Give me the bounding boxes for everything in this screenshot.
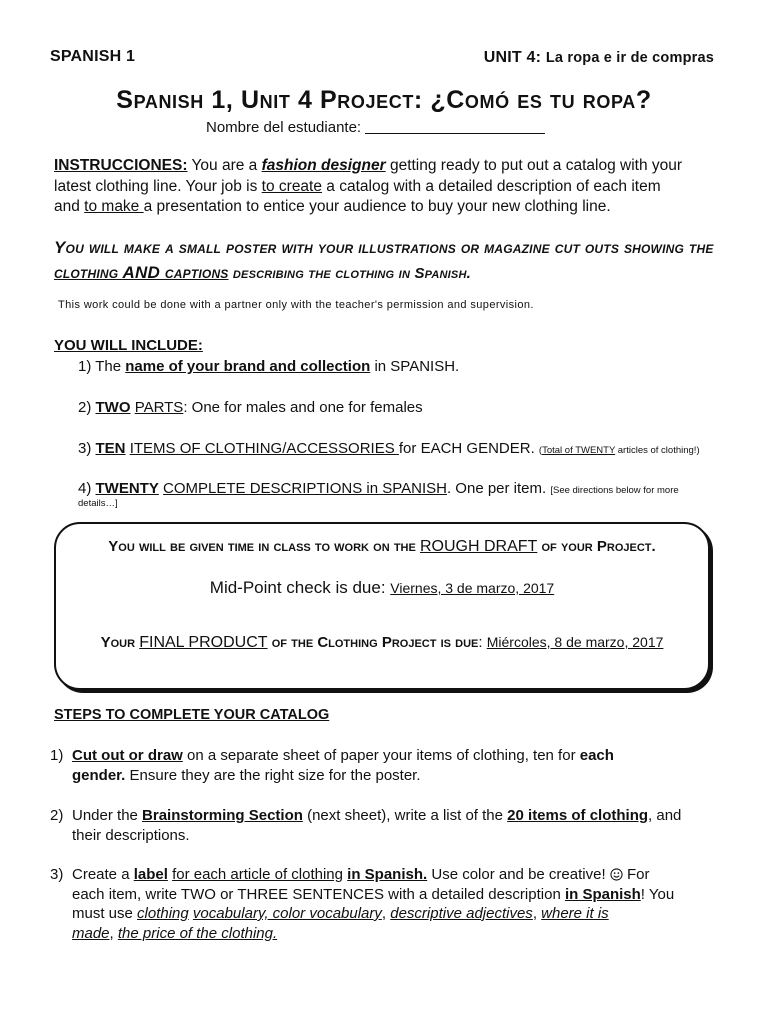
step-text: Create a bbox=[72, 866, 134, 883]
poster-line-2: describing the clothing in Spanish. bbox=[228, 265, 471, 282]
item-text: for EACH GENDER. bbox=[398, 440, 539, 457]
include-item-1 bbox=[78, 358, 459, 375]
include-item-3 bbox=[78, 440, 700, 457]
step-text: Ensure they are the right size for the poster. bbox=[125, 766, 421, 784]
item-note-text: articles of clothing!) bbox=[615, 445, 700, 456]
item-text: : One for males and one for females bbox=[183, 399, 423, 416]
item-note-underline: Total of TWENTY bbox=[542, 445, 616, 456]
step-1 bbox=[50, 746, 720, 785]
step-bold: in Spanish bbox=[564, 885, 641, 903]
item-underline: ITEMS OF CLOTHING/ACCESSORIES bbox=[129, 440, 399, 457]
student-name-field bbox=[206, 119, 545, 136]
box-text: Your bbox=[100, 634, 140, 651]
step-text: each item, write TWO or THREE SENTENCES with a detailed description bbox=[72, 885, 565, 903]
item-underline: COMPLETE DESCRIPTIONS in SPANISH bbox=[163, 480, 447, 497]
final-date: Miércoles, 8 de marzo, 2017 bbox=[486, 634, 664, 650]
item-underline: PARTS bbox=[134, 399, 184, 416]
step-bold: in Spanish. bbox=[347, 866, 428, 883]
step-text: , bbox=[532, 905, 542, 922]
include-item-2 bbox=[78, 399, 423, 416]
step-bold: Brainstorming Section bbox=[142, 807, 303, 824]
step-text: (next sheet), write a list of the bbox=[302, 807, 508, 824]
step-italic: clothing bbox=[137, 905, 189, 922]
deadlines-box bbox=[54, 522, 710, 690]
box-text: You will be given time in class to work on the bbox=[108, 538, 420, 555]
item-note-text: ( bbox=[538, 445, 543, 456]
poster-caption-text: clothing AND captions bbox=[54, 263, 229, 282]
instructions-label: INSTRUCCIONES: bbox=[54, 157, 188, 174]
unit-label bbox=[484, 49, 714, 67]
unit-prefix: UNIT 4: bbox=[483, 49, 546, 66]
step-underline: for each article of clothing bbox=[172, 866, 343, 883]
item-bold: TEN bbox=[95, 440, 126, 457]
step-italic: where it is bbox=[541, 905, 609, 922]
midpoint-label: Mid-Point check is due bbox=[209, 578, 381, 597]
item-text: 2) bbox=[78, 399, 96, 416]
step-bold: label bbox=[133, 866, 168, 883]
include-heading: YOU WILL INCLUDE: bbox=[54, 337, 203, 354]
step-text: Under the bbox=[72, 807, 143, 824]
steps-heading: STEPS TO COMPLETE YOUR CATALOG bbox=[54, 707, 330, 723]
box-text: : bbox=[478, 634, 487, 651]
step-number: 2) bbox=[50, 807, 64, 824]
box-text: : bbox=[380, 578, 391, 597]
midpoint-date: Viernes, 3 de marzo, 2017 bbox=[390, 580, 555, 596]
instructions-text: You are a bbox=[187, 157, 262, 174]
step-text: , and bbox=[648, 807, 682, 824]
item-note-continued: details…] bbox=[78, 498, 118, 509]
instructions-text: a catalog with a detailed description of each item bbox=[321, 177, 661, 195]
item-text: 4) bbox=[78, 480, 96, 497]
item-bold: TWENTY bbox=[95, 480, 159, 497]
include-item-4 bbox=[78, 480, 679, 497]
step-text: For bbox=[622, 866, 650, 883]
step-bold: 20 items of clothing bbox=[507, 807, 649, 824]
item-bold: name of your brand and collection bbox=[125, 358, 371, 375]
unit-topic: La ropa e ir de compras bbox=[545, 50, 714, 66]
step-text: , bbox=[381, 905, 391, 922]
step-text: ! You bbox=[640, 885, 675, 903]
item-bold: TWO bbox=[95, 399, 131, 416]
to-create-text: to create bbox=[261, 177, 322, 195]
step-2 bbox=[50, 806, 720, 845]
step-bold: Cut out or draw bbox=[72, 747, 183, 764]
page-title: Spanish 1, Unit 4 Project: ¿Comó es tu ropa? bbox=[116, 86, 652, 114]
step-3 bbox=[50, 865, 720, 943]
item-text: 3) bbox=[78, 440, 96, 457]
midpoint-line bbox=[56, 578, 708, 598]
student-name-blank bbox=[365, 119, 545, 134]
step-bold: gender. bbox=[72, 766, 126, 784]
to-make-text: to make bbox=[84, 198, 144, 215]
step-text: Use color and be creative! bbox=[427, 866, 610, 883]
poster-line-1: You will make a small poster with your illustrations or magazine cut outs showing the bbox=[54, 238, 714, 257]
step-text: must use bbox=[72, 905, 138, 922]
course-label: SPANISH 1 bbox=[50, 48, 136, 65]
instructions-text: and bbox=[54, 198, 85, 215]
step-bold: each bbox=[579, 747, 614, 764]
instructions-text: latest clothing line. Your job is bbox=[54, 177, 262, 195]
step-italic: vocabulary, color vocabulary bbox=[192, 905, 382, 922]
fashion-designer-text: fashion designer bbox=[261, 157, 386, 174]
final-product-line bbox=[56, 634, 708, 652]
box-text: of the Clothing Project is due bbox=[267, 634, 479, 651]
poster-requirement bbox=[54, 235, 744, 286]
item-note bbox=[539, 445, 700, 456]
instructions-text: a presentation to entice your audience to buy your new clothing line. bbox=[143, 198, 611, 215]
item-text: in SPANISH. bbox=[370, 358, 460, 375]
item-note-text: [See directions below for more bbox=[550, 485, 679, 496]
partner-note: This work could be done with a partner only with the teacher's permission and supervision. bbox=[58, 299, 534, 311]
rough-draft-line bbox=[56, 538, 708, 556]
smiley-icon bbox=[610, 868, 623, 881]
final-product-text: FINAL PRODUCT bbox=[139, 634, 268, 651]
instructions-text: getting ready to put out a catalog with your bbox=[385, 157, 683, 174]
step-number: 1) bbox=[50, 747, 64, 764]
step-text: on a separate sheet of paper your items of clothing, ten for bbox=[182, 747, 580, 764]
step-italic: the price of the clothing. bbox=[117, 924, 278, 942]
item-text: . One per item. bbox=[446, 480, 551, 497]
step-number: 3) bbox=[50, 866, 64, 883]
instructions-paragraph bbox=[54, 156, 734, 218]
box-text: of your Project. bbox=[537, 538, 656, 555]
step-text: their descriptions. bbox=[72, 826, 190, 844]
step-text: , bbox=[109, 924, 118, 942]
step-italic: made bbox=[72, 924, 110, 942]
step-italic: descriptive adjectives bbox=[390, 905, 533, 922]
item-text: 1) The bbox=[78, 358, 126, 375]
rough-draft-text: ROUGH DRAFT bbox=[420, 538, 538, 555]
student-name-label: Nombre del estudiante: bbox=[206, 119, 362, 136]
